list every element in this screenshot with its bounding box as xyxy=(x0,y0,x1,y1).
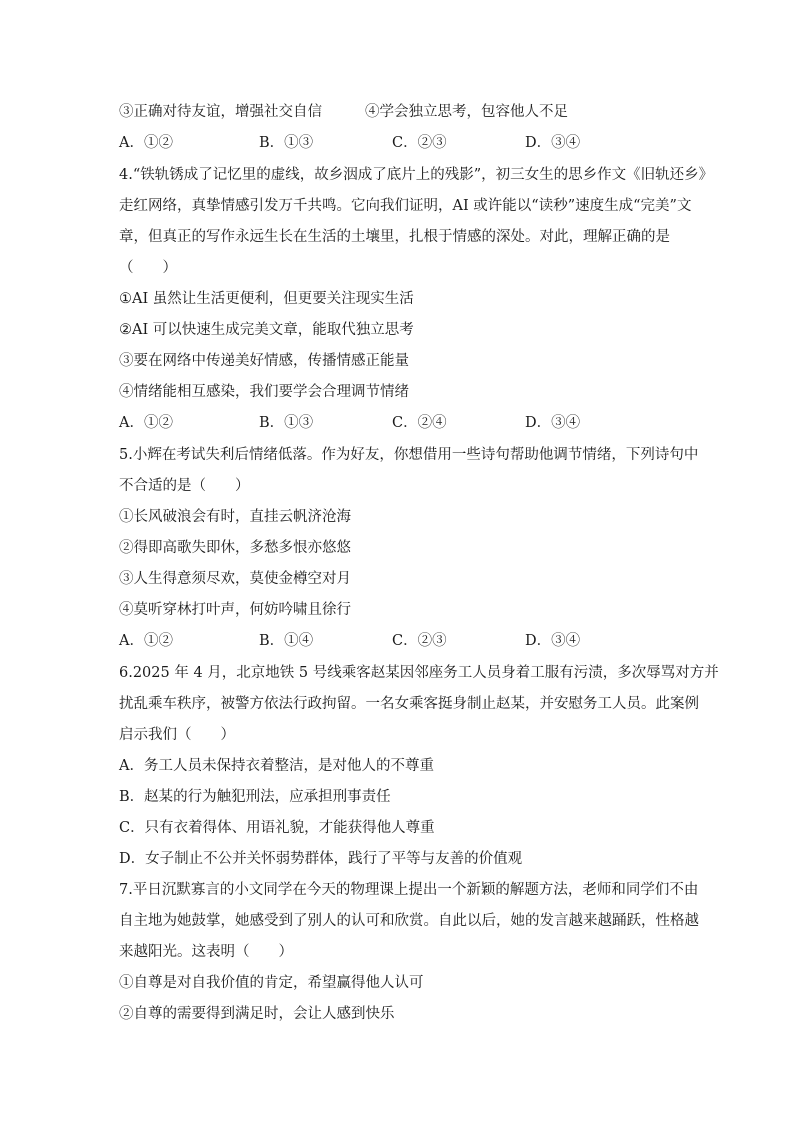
q5-item-1: ①长风破浪会有时，直挂云帆济沧海 xyxy=(119,509,351,525)
q6-option-b[interactable]: B．赵某的行为触犯刑法，应承担刑事责任 xyxy=(119,789,391,805)
q6-stem-line-3: 启示我们（ ） xyxy=(119,727,235,743)
q5-options xyxy=(119,631,679,651)
q5-stem-line-1: 5.小辉在考试失利后情绪低落。作为好友，你想借用一些诗句帮助他调节情绪，下列诗句中 xyxy=(119,447,699,463)
q6-stem-line-1: 6.2025 年 4 月，北京地铁 5 号线乘客赵某因邻座务工人员身着工服有污渍，多次辱骂对方并 xyxy=(119,665,719,681)
q5-option-c[interactable]: C．②③ xyxy=(392,633,447,649)
q5-item-3: ③人生得意须尽欢，莫使金樽空对月 xyxy=(119,571,351,587)
q4-option-c[interactable]: C．②④ xyxy=(392,415,447,431)
q3-options xyxy=(119,133,679,153)
q4-item-4: ④情绪能相互感染，我们要学会合理调节情绪 xyxy=(119,384,409,400)
q6-option-a[interactable]: A．务工人员未保持衣着整洁，是对他人的不尊重 xyxy=(119,758,434,774)
q3-item-4: ④学会独立思考，包容他人不足 xyxy=(365,104,568,120)
q7-stem-line-2: 自主地为她鼓掌，她感受到了别人的认可和欣赏。自此以后，她的发言越来越踊跃，性格越 xyxy=(119,913,699,929)
q4-answer-blank: （ ） xyxy=(119,260,177,276)
q4-options xyxy=(119,413,679,433)
q5-option-a[interactable]: A．①② xyxy=(119,633,173,649)
q6-stem-line-2: 扰乱乘车秩序，被警方依法行政拘留。一名女乘客挺身制止赵某，并安慰务工人员。此案例 xyxy=(119,696,699,712)
q3-items-row xyxy=(119,102,679,122)
q5-option-b[interactable]: B．①④ xyxy=(259,633,314,649)
q5-item-4: ④莫听穿林打叶声，何妨吟啸且徐行 xyxy=(119,602,351,618)
q6-option-c[interactable]: C．只有衣着得体、用语礼貌，才能获得他人尊重 xyxy=(119,820,435,836)
q6-option-d[interactable]: D．女子制止不公并关怀弱势群体，践行了平等与友善的价值观 xyxy=(119,851,523,867)
q7-stem-line-1: 7.平日沉默寡言的小文同学在今天的物理课上提出一个新颖的解题方法，老师和同学们不由 xyxy=(119,882,699,898)
q3-option-b[interactable]: B．①③ xyxy=(259,135,314,151)
q7-item-1: ①自尊是对自我价值的肯定，希望赢得他人认可 xyxy=(119,975,424,991)
q5-option-d[interactable]: D．③④ xyxy=(525,633,581,649)
q4-item-2: ②AI 可以快速生成完美文章，能取代独立思考 xyxy=(119,322,414,338)
q4-option-d[interactable]: D．③④ xyxy=(525,415,581,431)
q7-item-2: ②自尊的需要得到满足时，会让人感到快乐 xyxy=(119,1006,395,1022)
q3-option-c[interactable]: C．②③ xyxy=(392,135,447,151)
q4-item-3: ③要在网络中传递美好情感，传播情感正能量 xyxy=(119,353,409,369)
q4-stem-line-3: 章，但真正的写作永远生长在生活的土壤里，扎根于情感的深处。对此，理解正确的是 xyxy=(119,229,670,245)
q7-stem-line-3: 来越阳光。这表明（ ） xyxy=(119,944,293,960)
q4-item-1: ①AI 虽然让生活更便利，但更要关注现实生活 xyxy=(119,291,414,307)
q3-option-d[interactable]: D．③④ xyxy=(525,135,581,151)
q5-stem-line-2: 不合适的是（ ） xyxy=(119,478,250,494)
q5-item-2: ②得即高歌失即休，多愁多恨亦悠悠 xyxy=(119,540,351,556)
q4-stem-line-2: 走红网络，真挚情感引发万千共鸣。它向我们证明，AI 或许能以“读秒”速度生成“完美”文 xyxy=(119,198,692,214)
q3-item-3: ③正确对待友谊，增强社交自信 xyxy=(119,104,322,120)
q4-option-b[interactable]: B．①③ xyxy=(259,415,314,431)
q4-stem-line-1: 4.“铁轨锈成了记忆里的虚线，故乡洇成了底片上的残影”，初三女生的思乡作文《旧轨还乡》 xyxy=(119,167,714,183)
q4-option-a[interactable]: A．①② xyxy=(119,415,173,431)
q3-option-a[interactable]: A．①② xyxy=(119,135,173,151)
